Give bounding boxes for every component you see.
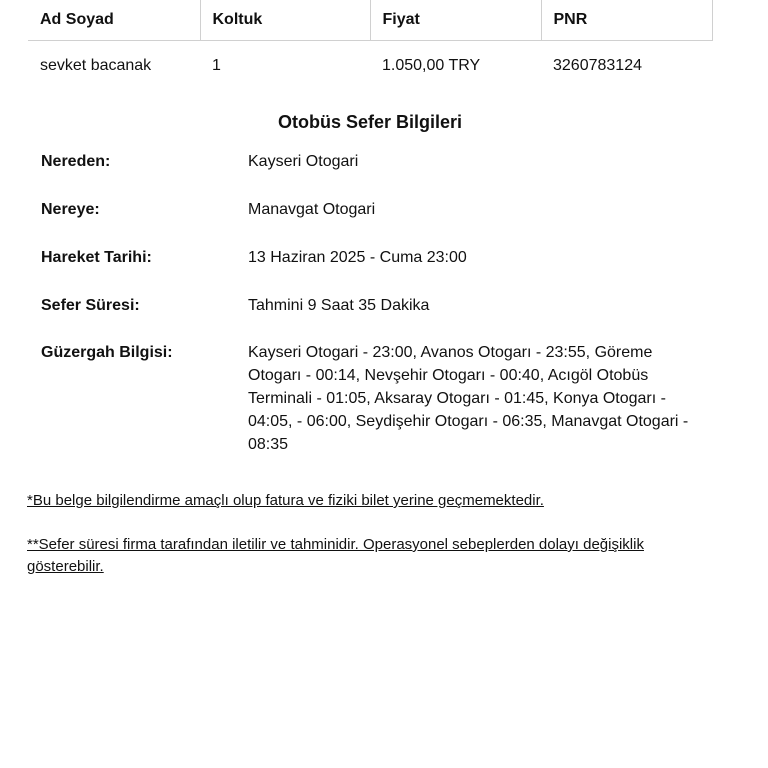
- table-row: [28, 40, 712, 91]
- cell-name: sevket bacanak: [40, 56, 152, 74]
- info-value: Kayseri Otogari: [248, 153, 359, 170]
- cell-seat: 1: [212, 56, 221, 74]
- header-seat: Koltuk: [200, 0, 370, 40]
- section-title: Otobüs Sefer Bilgileri: [277, 112, 463, 132]
- table-header-row: [28, 0, 712, 40]
- info-label: Nereye:: [41, 201, 100, 218]
- info-value: Kayseri Otogari - 23:00, Avanos Otogarı - 23:55, Göreme Otogarı - 00:14, Nevşehir Otogarı - 00:40, Acıgöl Otobüs Terminali - 01:05, Aksaray Otogarı - 01:45, Konya Otogarı - 04:05, - 06:00, Seydişehir Otogarı - 06:35, Manavgat Otogari - 08:35: [248, 344, 689, 453]
- disclaimer-note: *Bu belge bilgilendirme amaçlı olup fatura ve fiziki bilet yerine geçmemektedir.: [27, 492, 544, 509]
- info-label: Sefer Süresi:: [41, 297, 140, 314]
- duration-note: **Sefer süresi firma tarafından iletilir ve tahminidir. Operasyonel sebeplerden dolayı değişiklik gösterebilir.: [27, 536, 644, 575]
- cell-price: 1.050,00 TRY: [382, 56, 481, 74]
- info-label: Hareket Tarihi:: [41, 249, 152, 266]
- header-pnr: PNR: [541, 0, 712, 40]
- info-value: 13 Haziran 2025 - Cuma 23:00: [248, 249, 467, 266]
- info-value: Tahmini 9 Saat 35 Dakika: [248, 297, 430, 314]
- cell-pnr: 3260783124: [553, 56, 642, 74]
- info-label: Nereden:: [41, 153, 111, 170]
- header-name: Ad Soyad: [28, 0, 200, 40]
- info-label: Güzergah Bilgisi:: [41, 344, 173, 361]
- header-price: Fiyat: [370, 0, 541, 40]
- info-value: Manavgat Otogari: [248, 201, 376, 218]
- passenger-table: [28, 0, 713, 91]
